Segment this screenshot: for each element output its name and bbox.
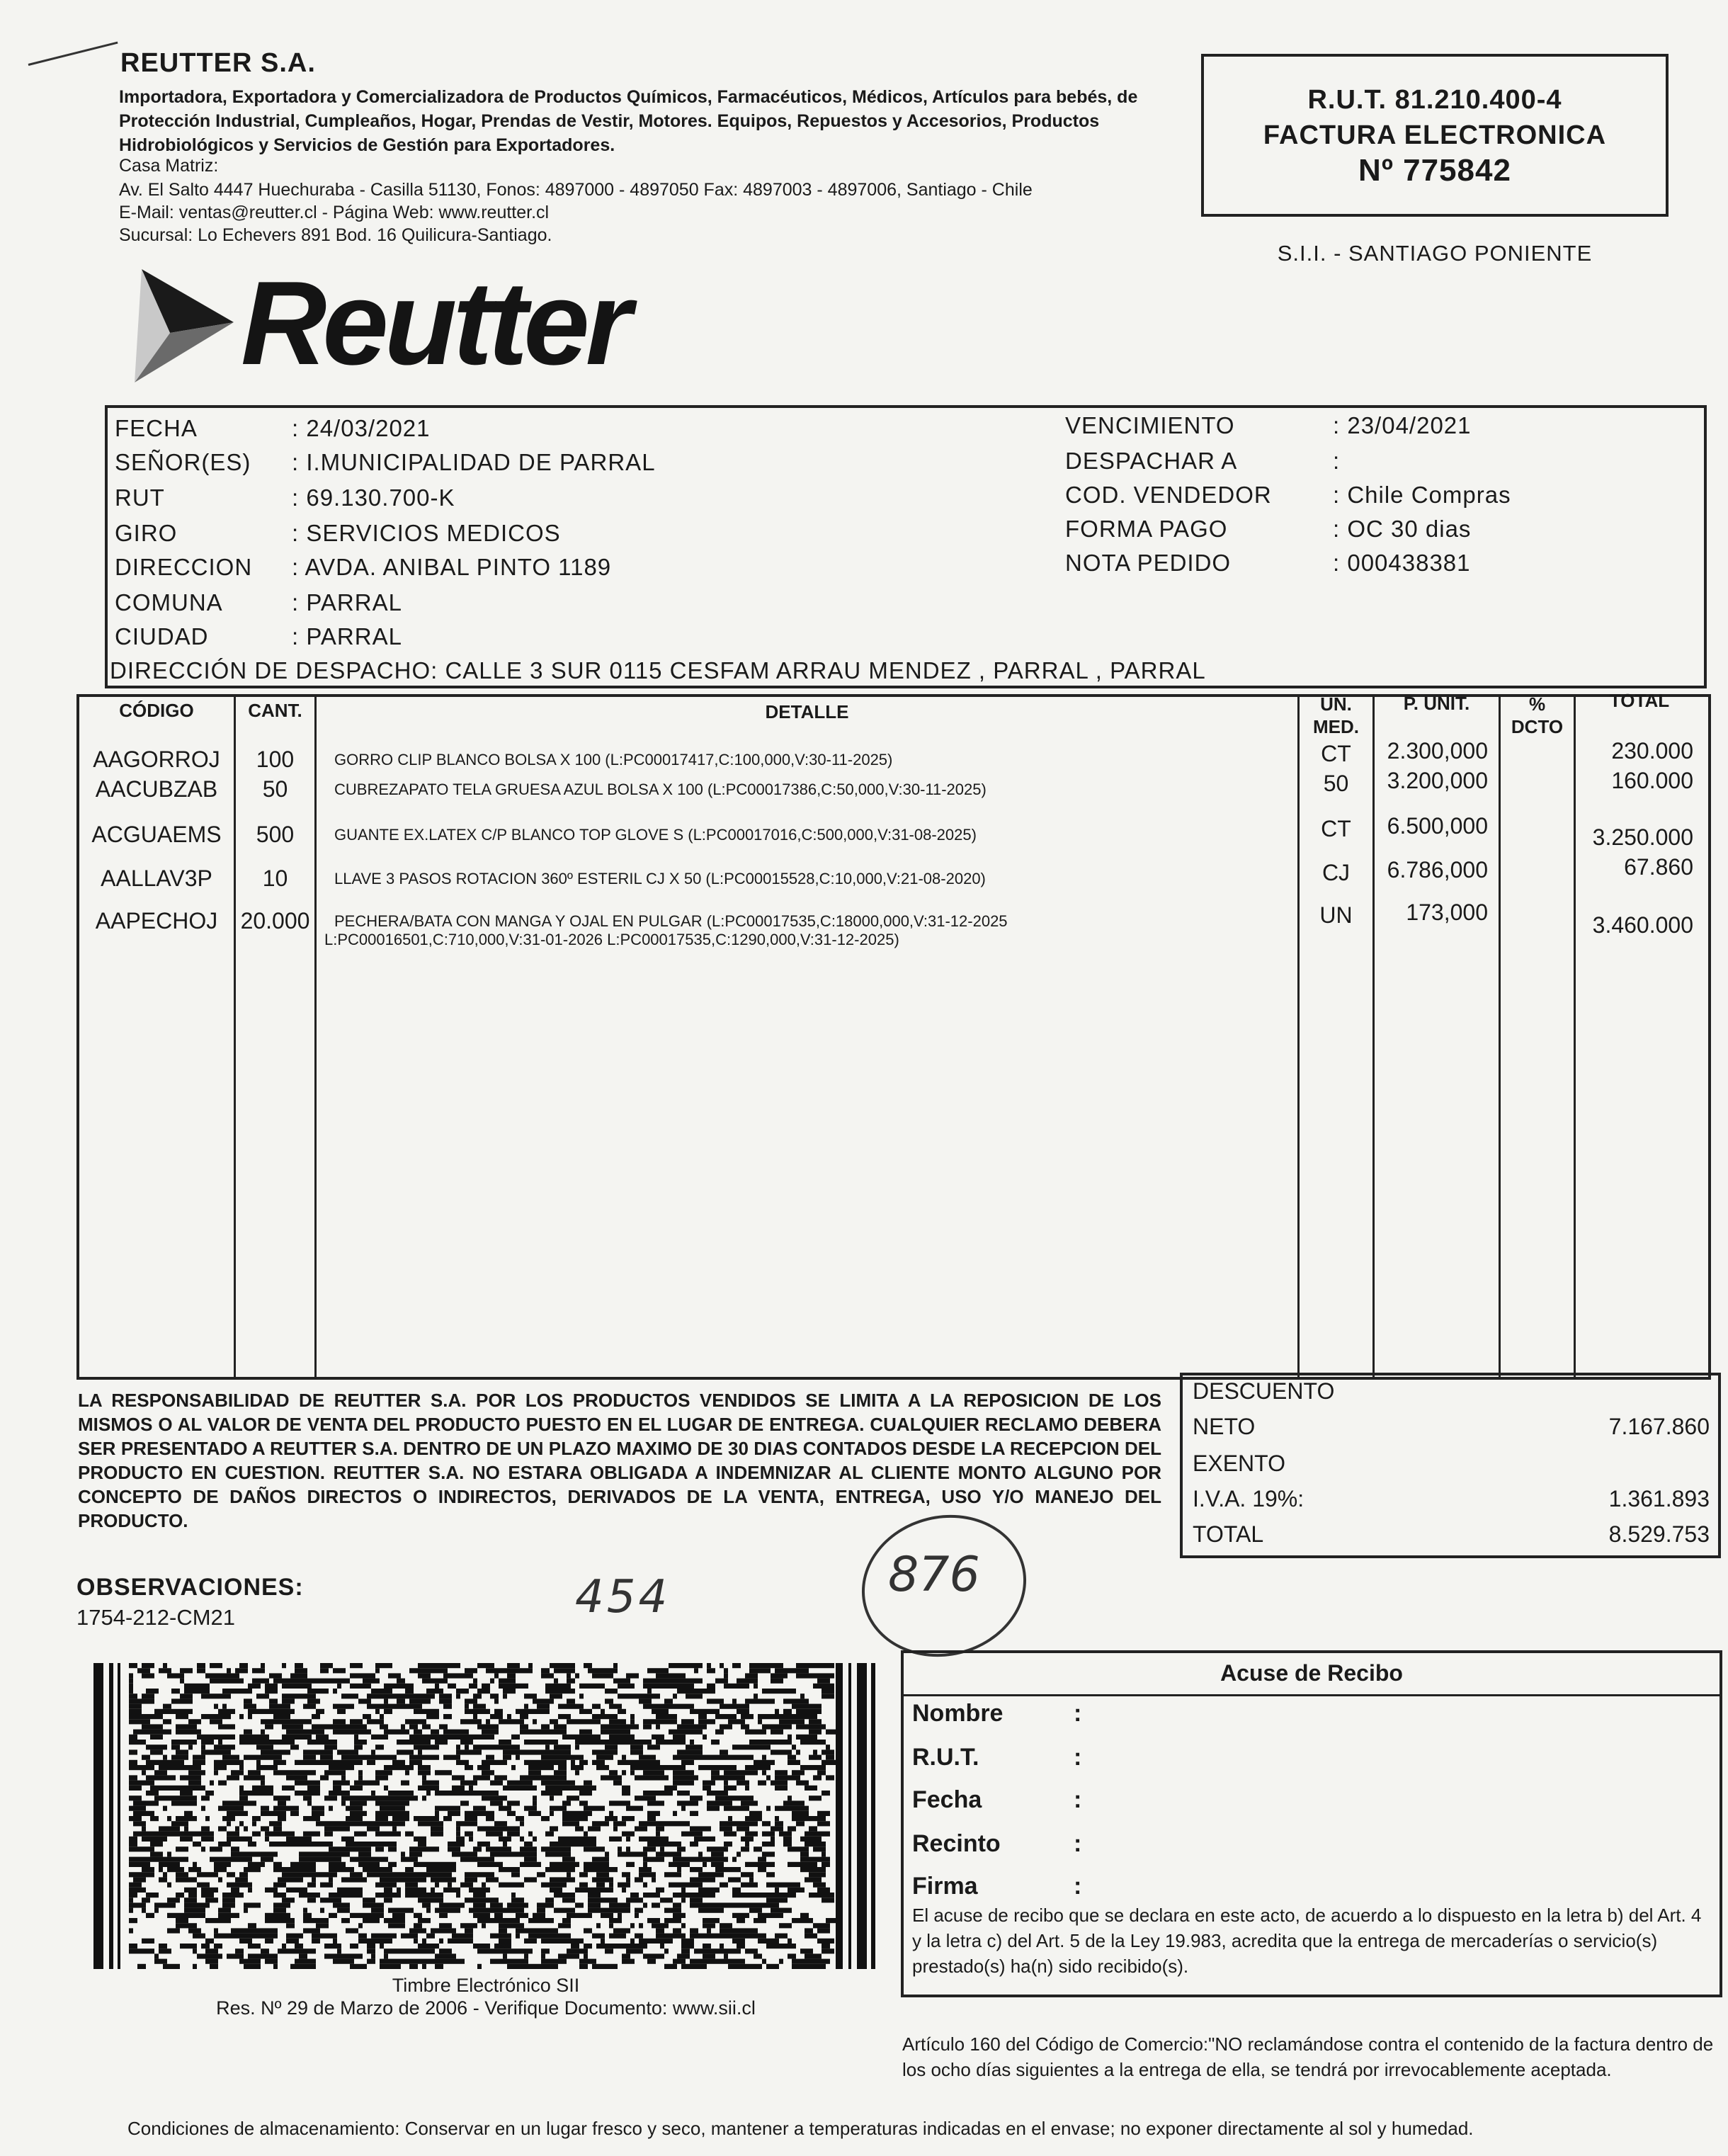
header-dcto: % DCTO <box>1511 693 1564 737</box>
issuer-rut: R.U.T. 81.210.400-4 <box>1307 85 1562 115</box>
company-contact: E-Mail: ventas@reutter.cl - Página Web: www.reutter.cl <box>119 203 550 222</box>
totals-label: TOTAL <box>1193 1521 1264 1547</box>
item-qty: 50 <box>262 776 288 802</box>
item-total: 3.460.000 <box>1592 912 1693 938</box>
acuse-field-label: Fecha <box>912 1786 982 1813</box>
customer-field-label: VENCIMIENTO <box>1065 412 1235 438</box>
item-detail: GUANTE EX.LATEX C/P BLANCO TOP GLOVE S (L:PC00017016,C:500,000,V:31-08-2025) <box>334 826 977 844</box>
customer-field-label: FORMA PAGO <box>1065 516 1228 542</box>
customer-field-value: : AVDA. ANIBAL PINTO 1189 <box>292 554 612 580</box>
totals-value: 7.167.860 <box>1608 1414 1710 1439</box>
sii-resolution: Res. Nº 29 de Marzo de 2006 - Verifique Documento: www.sii.cl <box>216 1997 756 2019</box>
liability-disclaimer: LA RESPONSABILIDAD DE REUTTER S.A. POR LOS PRODUCTOS VENDIDOS SE LIMITA A LA REPOSICION DE LOS MISMOS O AL VALOR DE VENTA DEL PRODUCTO PUESTO EN EL LUGAR DE ENTREGA. CUALQUIER RECLAMO DEBERA SER PRESENTADO A REUTTER S.A. DENTRO DE UN PLAZO MAXIMO DE 30 DIAS CONTADOS DESDE LA RECEPCION DEL PRODUCTO EN CUESTION. REUTTER S.A. NO ESTARA OBLIGADA A INDEMNIZAR AL CLIENTE MONTO ALGUNO POR CONCEPTO DE DAÑOS DIRECTOS O INDIRECTOS, DERIVADOS DE LA VENTA, ENTREGA, USO Y/O MANEJO DEL PRODUCTO. <box>78 1390 1161 1531</box>
item-unit: CT <box>1321 741 1351 766</box>
document-type: FACTURA ELECTRONICA <box>1263 120 1607 150</box>
totals-row <box>1193 1451 1710 1477</box>
customer-field-label: COMUNA <box>115 589 223 615</box>
totals-label: NETO <box>1193 1414 1256 1439</box>
sii-office: S.I.I. - SANTIAGO PONIENTE <box>1277 241 1593 266</box>
totals-row <box>1193 1486 1710 1512</box>
col-divider <box>1499 694 1501 1380</box>
item-unit-price: 6.500,000 <box>1387 813 1488 839</box>
acuse-field-label: Nombre <box>912 1700 1004 1727</box>
acuse-title: Acuse de Recibo <box>1220 1660 1403 1686</box>
totals-row <box>1193 1414 1710 1440</box>
customer-field-value: : 24/03/2021 <box>292 415 431 441</box>
observations-value: 1754-212-CM21 <box>76 1605 236 1630</box>
customer-field-label: CIUDAD <box>115 623 209 649</box>
customer-field-value: : OC 30 dias <box>1333 516 1472 542</box>
customer-field-label: NOTA PEDIDO <box>1065 550 1232 576</box>
customer-field-label: GIRO <box>115 520 178 546</box>
pdf417-barcode-icon <box>93 1663 878 1969</box>
item-code: AAPECHOJ <box>95 908 218 934</box>
item-code: AAGORROJ <box>93 747 220 772</box>
totals-label: EXENTO <box>1193 1451 1285 1476</box>
item-code: AACUBZAB <box>95 776 218 802</box>
customer-field-label: RUT <box>115 484 165 511</box>
item-detail: LLAVE 3 PASOS ROTACION 360º ESTERIL CJ X 50 (L:PC00015528,C:10,000,V:21-08-2020) <box>334 870 986 887</box>
acuse-field-colon: : <box>1074 1786 1082 1813</box>
acuse-field-label: R.U.T. <box>912 1744 979 1771</box>
customer-field-value: : Chile Compras <box>1333 482 1511 508</box>
item-unit-price: 6.786,000 <box>1387 857 1488 883</box>
item-unit-price: 173,000 <box>1406 900 1488 925</box>
header-total: TOTAL <box>1609 690 1670 711</box>
acuse-field-colon: : <box>1074 1744 1082 1771</box>
totals-row <box>1193 1378 1710 1405</box>
acuse-field-colon: : <box>1074 1700 1082 1727</box>
item-qty: 500 <box>256 822 295 847</box>
header-p-unit: P. UNIT. <box>1403 693 1470 714</box>
totals-value: 1.361.893 <box>1608 1486 1710 1511</box>
company-description: Importadora, Exportadora y Comercializadora de Productos Químicos, Farmacéuticos, Médicos, Artículos para bebés, de Protección Industrial, Cumpleaños, Hogar, Prendas de Vestir, Motores. Equipos, Repuestos y Accesorios, Productos Hidrobiológicos y Servicios de Gestión para Exportadores. <box>119 87 1138 155</box>
col-divider <box>314 694 317 1380</box>
customer-field-value: : 69.130.700-K <box>292 484 455 511</box>
item-detail: CUBREZAPATO TELA GRUESA AZUL BOLSA X 100 (L:PC00017386,C:50,000,V:30-11-2025) <box>334 781 987 798</box>
customer-field-label: DESPACHAR A <box>1065 448 1238 474</box>
timbre-label: Timbre Electrónico SII <box>392 1975 580 1996</box>
item-unit-price: 3.200,000 <box>1387 768 1488 793</box>
item-qty: 10 <box>262 866 288 891</box>
customer-field-value: : I.MUNICIPALIDAD DE PARRAL <box>292 449 656 475</box>
observations-label: OBSERVACIONES: <box>76 1574 304 1601</box>
header-cant: CANT. <box>248 700 302 721</box>
item-detail-line2: L:PC00016501,C:710,000,V:31-01-2026 L:PC00017535,C:1290,000,V:31-12-2025) <box>324 931 899 948</box>
acuse-field-colon: : <box>1074 1830 1082 1857</box>
acuse-legal-note: El acuse de recibo que se declara en este acto, de acuerdo a lo dispuesto en la letra b) del Art. 4 y la letra c) del Art. 5 de la Ley 19.983, acredita que la entrega de mercaderías o servicio(s) prestado(s) ha(n) sido recibido(s). <box>912 1905 1702 1977</box>
customer-field-label: SEÑOR(ES) <box>115 449 251 475</box>
item-total: 230.000 <box>1611 738 1693 764</box>
articulo-160: Artículo 160 del Código de Comercio:"NO reclamándose contra el contenido de la factura dentro de los ocho días siguientes a la entrega de ella, se tendrá por irrevocablemente aceptada. <box>902 2033 1714 2080</box>
item-unit: CT <box>1321 816 1351 841</box>
company-name: REUTTER S.A. <box>120 48 316 78</box>
item-unit: UN <box>1319 902 1353 928</box>
totals-label: I.V.A. 19%: <box>1193 1486 1304 1511</box>
handwritten-circled-note: 876 <box>888 1547 980 1603</box>
customer-field-value: : 000438381 <box>1333 550 1471 576</box>
item-unit: CJ <box>1321 860 1351 885</box>
item-code: AALLAV3P <box>101 866 212 891</box>
company-address: Av. El Salto 4447 Huechuraba - Casilla 51130, Fonos: 4897000 - 4897050 Fax: 4897003 - 4897006, Santiago - Chile <box>119 180 1033 200</box>
customer-field-label: COD. VENDEDOR <box>1065 482 1272 508</box>
totals-label: DESCUENTO <box>1193 1378 1335 1404</box>
customer-field-value: : PARRAL <box>292 623 402 649</box>
handwritten-note: 454 <box>575 1571 671 1623</box>
item-qty: 100 <box>256 747 295 772</box>
header-detalle: DETALLE <box>765 701 849 722</box>
document-number: Nº 775842 <box>1358 153 1511 188</box>
col-divider <box>1297 694 1300 1380</box>
acuse-divider <box>904 1694 1720 1696</box>
reutter-logo-text: Reutter <box>241 256 628 390</box>
customer-field-value: : 23/04/2021 <box>1333 412 1472 438</box>
acuse-field-colon: : <box>1074 1873 1082 1900</box>
item-total: 3.250.000 <box>1592 824 1693 850</box>
customer-field-label: FECHA <box>115 415 198 441</box>
acuse-recibo-box <box>901 1650 1722 1997</box>
header-un-med: UN. MED. <box>1313 693 1359 737</box>
acuse-field-label: Firma <box>912 1873 978 1900</box>
customer-field-value: : <box>1333 448 1341 474</box>
dispatch-address: DIRECCIÓN DE DESPACHO: CALLE 3 SUR 0115 CESFAM ARRAU MENDEZ , PARRAL , PARRAL <box>110 657 1206 683</box>
item-detail: GORRO CLIP BLANCO BOLSA X 100 (L:PC00017417,C:100,000,V:30-11-2025) <box>334 751 893 768</box>
handwritten-stroke <box>28 42 118 66</box>
storage-conditions: Condiciones de almacenamiento: Conservar en un lugar fresco y seco, mantener a temperaturas indicadas en el envase; no exponer directamente al sol y humedad. <box>127 2118 1474 2139</box>
item-code: ACGUAEMS <box>91 822 222 847</box>
col-divider <box>1574 694 1576 1380</box>
item-detail: PECHERA/BATA CON MANGA Y OJAL EN PULGAR (L:PC00017535,C:18000,000,V:31-12-2025 <box>334 912 1008 930</box>
casa-matriz-label: Casa Matriz: <box>119 156 219 176</box>
item-qty: 20.000 <box>240 908 310 934</box>
totals-value: 8.529.753 <box>1608 1521 1710 1547</box>
totals-row <box>1193 1521 1710 1548</box>
customer-field-value: : PARRAL <box>292 589 402 615</box>
document-id-box <box>1201 54 1669 217</box>
company-branch: Sucursal: Lo Echevers 891 Bod. 16 Quilicura-Santiago. <box>119 225 552 245</box>
customer-field-label: DIRECCION <box>115 554 253 580</box>
item-unit: 50 <box>1323 771 1349 796</box>
header-codigo: CÓDIGO <box>119 700 194 721</box>
item-total: 67.860 <box>1624 854 1693 880</box>
reutter-logo-icon <box>127 262 241 390</box>
item-unit-price: 2.300,000 <box>1387 738 1488 764</box>
customer-field-value: : SERVICIOS MEDICOS <box>292 520 561 546</box>
acuse-field-label: Recinto <box>912 1830 1001 1857</box>
col-divider <box>1372 694 1375 1380</box>
item-total: 160.000 <box>1611 768 1693 793</box>
